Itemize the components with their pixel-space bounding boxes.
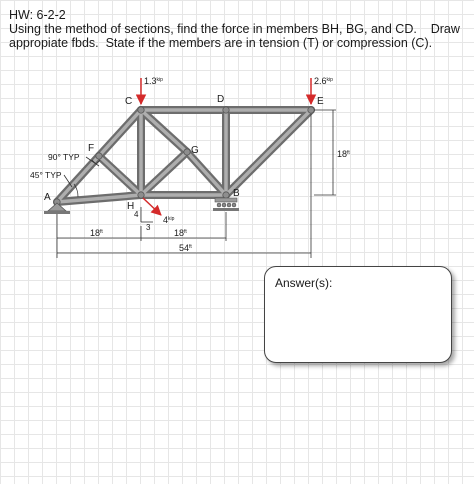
load-e-unit: kip	[326, 77, 333, 83]
svg-text:1.3kip	[144, 76, 163, 86]
roller-support-b	[213, 198, 239, 211]
dim-mid-span: $18^{ft}$	[174, 228, 187, 238]
joint-label-b: B	[233, 188, 240, 199]
dim-left-span: $18^{ft}$	[90, 228, 103, 238]
joint-label-d: D	[217, 94, 225, 105]
joint-label-c: C	[125, 96, 133, 107]
load-h-value: 4	[163, 215, 169, 225]
slope-rise: 4	[134, 210, 139, 219]
load-h-unit: kip	[168, 216, 175, 222]
svg-text:4kip	[163, 215, 175, 225]
joint-label-f: F	[88, 143, 95, 154]
answer-box[interactable]	[264, 266, 452, 363]
load-e-value: 2.6	[314, 76, 327, 86]
load-c	[141, 76, 163, 104]
angle-45-typ: 45° TYP	[30, 170, 62, 180]
answer-label: Answer(s):	[275, 276, 333, 290]
dim-height: $18^{ft}$	[337, 149, 350, 159]
angle-90-typ: 90° TYP	[48, 152, 80, 162]
question-title: HW: 6-2-2	[9, 8, 66, 22]
load-c-unit: kip	[156, 77, 163, 83]
joint-label-a: A	[44, 192, 51, 203]
slope-run: 3	[146, 223, 151, 232]
joint-label-g: G	[191, 145, 199, 156]
truss-members	[57, 110, 311, 202]
load-h	[143, 198, 175, 225]
slope-indicator	[141, 207, 153, 222]
question-text-line-1: Using the method of sections, find the force in members BH, BG, and CD. Draw	[9, 22, 460, 36]
svg-text:2.6kip	[314, 76, 333, 86]
dim-total-span: $54^{ft}$	[179, 243, 192, 253]
load-c-value: 1.3	[144, 76, 157, 86]
joint-label-e: E	[317, 96, 324, 107]
joint-label-h: H	[127, 201, 135, 212]
question-text-line-2: appropiate fbds. State if the members are in tension (T) or compression (C).	[9, 36, 433, 50]
